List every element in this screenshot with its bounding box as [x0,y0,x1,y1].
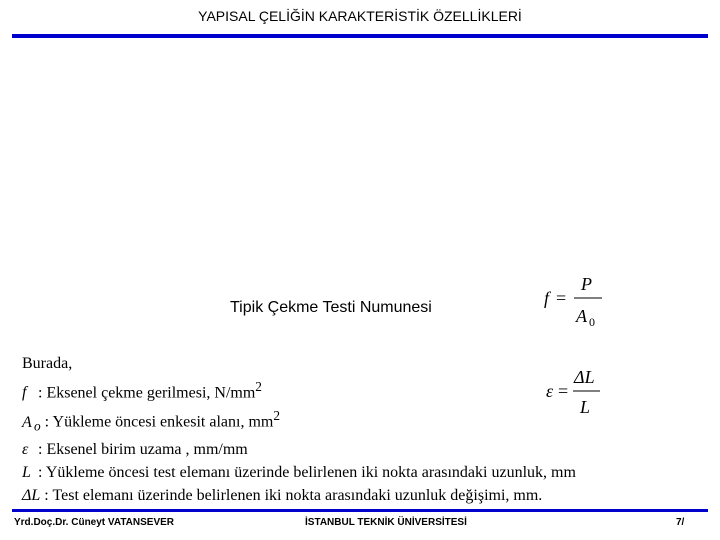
definition-symbol-subscript: o [34,418,41,434]
definition-item [22,404,576,438]
footer-university: İSTANBUL TEKNİK ÜNİVERSİTESİ [305,517,467,528]
definition-symbol: L [22,463,31,481]
footer-author: Yrd.Doç.Dr. Cüneyt VATANSEVER [14,517,175,528]
definition-item [22,461,576,484]
definition-text: : Yükleme öncesi test elemanı üzerinde belirlenen iki nokta arasındaki uzunluk, mm [34,463,576,481]
formula-lhs: f [544,288,550,308]
definition-text: : Yükleme öncesi enkesit alanı, mm [40,413,274,431]
definition-symbol: f [22,384,27,402]
formula-numerator: ΔL [574,367,595,387]
page-number: 7/ [676,517,685,528]
definition-symbol: ε [22,440,29,458]
page-title: YAPISAL ÇELİĞİN KARAKTERİSTİK ÖZELLİKLERİ [198,8,522,24]
formula-equals: = [556,288,567,308]
definition-superscript: 2 [273,408,281,424]
stress-formula [540,268,610,332]
formula-denominator: L [580,397,591,417]
formula-denominator-subscript: 0 [589,315,595,329]
definition-text: : Test elemanı üzerinde belirlenen iki nokta arasındaki uzunluk değişimi, mm. [40,486,543,504]
definition-text: : Eksenel birim uzama , mm/mm [34,440,248,458]
definitions-intro: Burada, [22,355,73,372]
definition-item [22,484,576,507]
definition-symbol: ΔL [22,486,41,504]
formula-lhs: ε [546,381,554,401]
definition-superscript: 2 [255,379,262,394]
definition-item [22,438,576,461]
formula-equals: = [558,381,569,401]
figure-caption: Tipik Çekme Testi Numunesi [230,299,432,316]
formula-numerator: P [581,274,592,294]
definitions-list [22,352,576,507]
definition-symbol: A [22,413,32,431]
footer-divider [12,509,708,512]
definition-item [22,375,576,404]
definition-text: : Eksenel çekme gerilmesi, N/mm [34,384,256,402]
header-divider [12,34,708,38]
formula-denominator: A [576,306,587,326]
